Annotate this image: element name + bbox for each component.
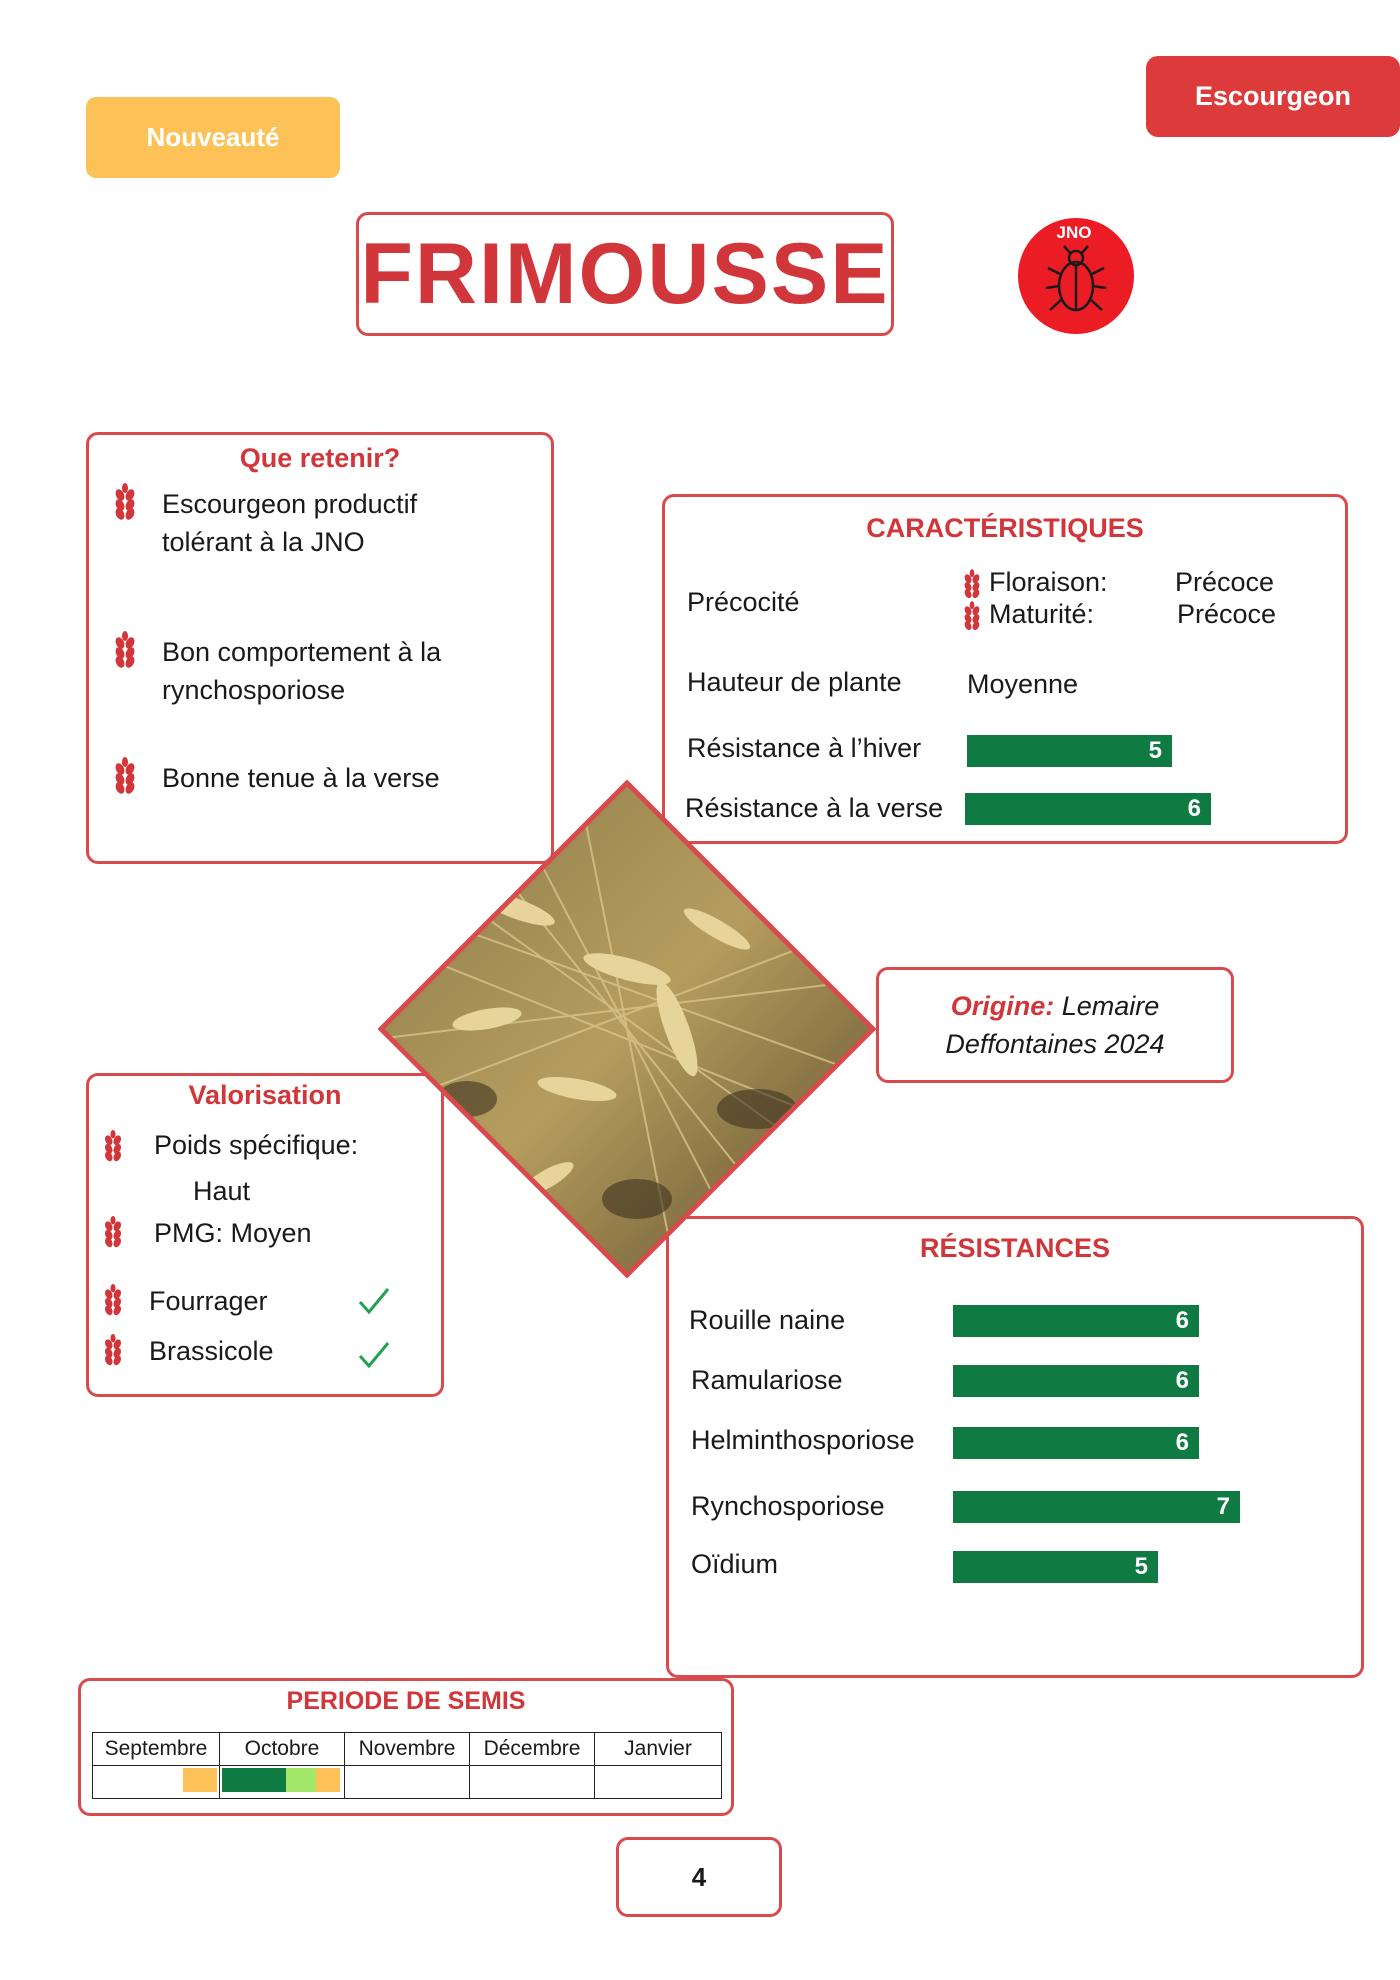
checkmark-icon bbox=[357, 1286, 391, 1316]
precocite-label: Précocité bbox=[687, 587, 800, 617]
wheat-icon bbox=[111, 757, 139, 797]
resistances-title: RÉSISTANCES bbox=[919, 1233, 1111, 1263]
period-cell-decembre bbox=[470, 1766, 595, 1799]
fourrager-label: Fourrager bbox=[149, 1286, 268, 1316]
wheat-icon bbox=[101, 1216, 125, 1250]
rouille-naine-value: 6 bbox=[1175, 1307, 1189, 1334]
rynchosporiose-bar bbox=[953, 1491, 1240, 1523]
poids-value: Haut bbox=[193, 1176, 251, 1206]
helminthosporiose-label: Helminthosporiose bbox=[691, 1425, 915, 1455]
period-cell-janvier bbox=[595, 1766, 722, 1799]
jno-label: JNO bbox=[1056, 223, 1092, 242]
resistances-box bbox=[666, 1216, 1364, 1678]
resistance-verse-bar bbox=[965, 793, 1211, 825]
origine-box bbox=[876, 967, 1234, 1083]
helminthosporiose-bar bbox=[953, 1427, 1199, 1459]
wheat-icon bbox=[101, 1334, 125, 1368]
hauteur-value: Moyenne bbox=[967, 669, 1079, 699]
periode-semis-title: PERIODE DE SEMIS bbox=[286, 1687, 526, 1715]
rynchosporiose-label: Rynchosporiose bbox=[691, 1491, 885, 1521]
semis-table bbox=[92, 1732, 722, 1799]
checkmark-icon bbox=[357, 1340, 391, 1370]
rouille-naine-bar bbox=[953, 1305, 1199, 1337]
pmg-text: PMG: Moyen bbox=[154, 1218, 312, 1248]
hauteur-label: Hauteur de plante bbox=[687, 667, 902, 697]
period-cell-septembre bbox=[93, 1766, 220, 1799]
poids-label: Poids spécifique: bbox=[154, 1130, 359, 1160]
maturite-label: Maturité: bbox=[989, 599, 1095, 629]
resistance-hiver-bar bbox=[967, 735, 1172, 767]
beetle-icon bbox=[1016, 216, 1136, 336]
nouveaute-tag: Nouveauté bbox=[86, 97, 340, 178]
period-cell-octobre bbox=[220, 1766, 345, 1799]
oidium-label: Oïdium bbox=[691, 1549, 779, 1579]
jno-badge bbox=[1016, 216, 1136, 336]
wheat-icon bbox=[961, 569, 983, 601]
month-novembre: Novembre bbox=[345, 1733, 470, 1766]
period-cell-novembre bbox=[345, 1766, 470, 1799]
caracteristiques-title: CARACTÉRISTIQUES bbox=[866, 513, 1144, 543]
origine-text-block bbox=[879, 987, 1231, 1063]
barley-photo bbox=[377, 779, 877, 1279]
rynchosporiose-value: 7 bbox=[1216, 1493, 1230, 1520]
semis-period-row bbox=[93, 1766, 722, 1799]
resistance-hiver-value: 5 bbox=[1148, 737, 1162, 764]
resistance-verse-label: Résistance à la verse bbox=[685, 793, 944, 823]
origine-label: Origine: bbox=[950, 991, 1055, 1021]
ramulariose-label: Ramulariose bbox=[691, 1365, 843, 1395]
period-good bbox=[286, 1768, 316, 1792]
oidium-bar bbox=[953, 1551, 1158, 1583]
month-septembre: Septembre bbox=[93, 1733, 220, 1766]
que-retenir-title: Que retenir? bbox=[239, 443, 401, 473]
retenir-item-1: Escourgeon productif tolérant à la JNO bbox=[162, 489, 418, 557]
wheat-icon bbox=[111, 483, 139, 523]
ramulariose-value: 6 bbox=[1175, 1367, 1189, 1394]
resistance-verse-value: 6 bbox=[1187, 795, 1201, 822]
ramulariose-bar bbox=[953, 1365, 1199, 1397]
semis-months-row bbox=[93, 1733, 722, 1766]
retenir-item-3: Bonne tenue à la verse bbox=[162, 763, 440, 793]
month-decembre: Décembre bbox=[470, 1733, 595, 1766]
page-number: 4 bbox=[616, 1837, 782, 1917]
origine-text: Lemaire Deffontaines 2024 bbox=[945, 991, 1165, 1059]
valorisation-title: Valorisation bbox=[188, 1080, 342, 1110]
wheat-icon bbox=[111, 631, 139, 671]
month-janvier: Janvier bbox=[595, 1733, 722, 1766]
category-tag: Escourgeon bbox=[1146, 56, 1400, 137]
retenir-item-2: Bon comportement à la rynchosporiose bbox=[162, 637, 442, 705]
period-early bbox=[183, 1768, 217, 1792]
rouille-naine-label: Rouille naine bbox=[689, 1305, 846, 1335]
wheat-icon bbox=[101, 1284, 125, 1318]
resistance-hiver-label: Résistance à l’hiver bbox=[687, 733, 922, 763]
floraison-value: Précoce bbox=[1175, 567, 1275, 597]
helminthosporiose-value: 6 bbox=[1175, 1429, 1189, 1456]
variety-title-box bbox=[356, 212, 894, 336]
wheat-icon bbox=[961, 601, 983, 633]
oidium-value: 5 bbox=[1134, 1553, 1148, 1580]
period-optimal bbox=[222, 1768, 286, 1792]
brassicole-label: Brassicole bbox=[149, 1336, 274, 1366]
month-octobre: Octobre bbox=[220, 1733, 345, 1766]
maturite-value: Précoce bbox=[1177, 599, 1277, 629]
floraison-label: Floraison: bbox=[989, 567, 1108, 597]
wheat-icon bbox=[101, 1130, 125, 1164]
period-late bbox=[316, 1768, 340, 1792]
variety-title: FRIMOUSSE bbox=[360, 225, 890, 322]
